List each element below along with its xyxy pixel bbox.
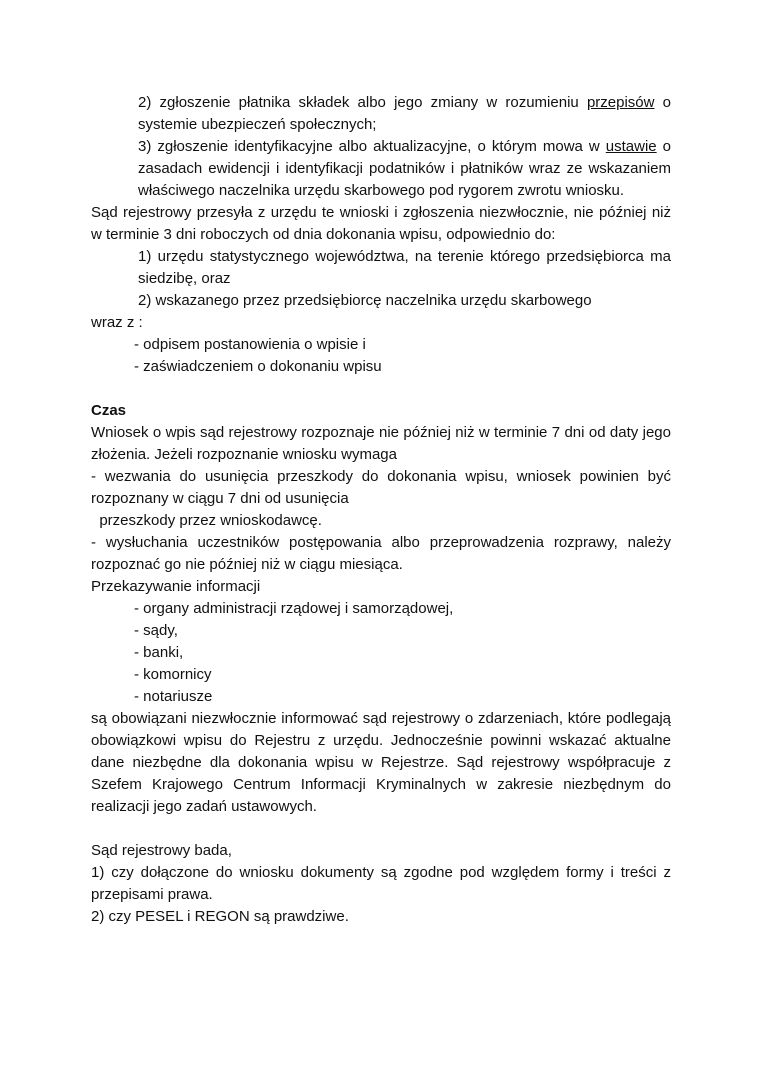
item-text: zgłoszenie płatnika składek albo jego zmiany w rozumieniu xyxy=(151,94,587,111)
paragraph-czas-2: - wezwania do usunięcia przeszkody do dokonania wpisu, wniosek powinien być rozpoznany w ciągu 7 dni od usunięcia xyxy=(91,468,671,507)
item-number: 3) xyxy=(138,138,152,155)
send-item-1: 1) urzędu statystycznego województwa, na terenie którego przedsiębiorca ma siedzibę, oraz xyxy=(138,248,671,287)
info-item: - notariusze xyxy=(134,688,213,705)
item-number: 2) xyxy=(138,94,152,111)
paragraph-czas-3: - wysłuchania uczestników postępowania albo przeprowadzenia rozprawy, należy rozpoznać go nie później niż w ciągu miesiąca. xyxy=(91,534,671,573)
item-text: zgłoszenie identyfikacyjne albo aktualizacyjne, o którym mowa w xyxy=(151,138,606,155)
list-item-2 xyxy=(91,92,671,136)
list-item-3 xyxy=(91,136,671,202)
info-item: - sądy, xyxy=(134,622,178,639)
link-przepisow[interactable]: przepisów xyxy=(586,94,655,111)
bada-item-1: 1) czy dołączone do wniosku dokumenty są zgodne pod względem formy i treści z przepisami prawa. xyxy=(91,864,671,903)
link-ustawie[interactable]: ustawie xyxy=(605,138,657,155)
send-item-2: 2) wskazanego przez przedsiębiorcę naczelnika urzędu skarbowego xyxy=(138,292,592,309)
wraz-item: - zaświadczeniem o dokonaniu wpisu xyxy=(134,358,382,375)
paragraph-info: są obowiązani niezwłocznie informować sąd rejestrowy o zdarzeniach, które podlegają obowiązkowi wpisu do Rejestru z urzędu. Jednocześnie powinni wskazać aktualne dane niezbędne dla dokonania wpisu w Rejestrze. Sąd rejestrowy współpracuje z Szefem Krajowego Centrum Informacji Kryminalnych w zakresie niezbędnym do realizacji jego zadań ustawowych. xyxy=(91,710,671,815)
paragraph-czas-1: Wniosek o wpis sąd rejestrowy rozpoznaje nie później niż w terminie 7 dni od daty jego złożenia. Jeżeli rozpoznanie wniosku wymaga xyxy=(91,424,671,463)
info-item: - organy administracji rządowej i samorządowej, xyxy=(134,600,454,617)
paragraph-send: Sąd rejestrowy przesyła z urzędu te wnioski i zgłoszenia niezwłocznie, nie później niż w terminie 3 dni roboczych od dnia dokonania wpisu, odpowiednio do: xyxy=(91,204,671,243)
paragraph-czas-2b: przeszkody przez wnioskodawcę. xyxy=(91,512,322,529)
heading-przekazywanie: Przekazywanie informacji xyxy=(91,578,261,595)
wraz-item: - odpisem postanowienia o wpisie i xyxy=(134,336,366,353)
item-text: o systemie ubezpieczeń społecznych; xyxy=(138,94,672,133)
wraz-label: wraz z : xyxy=(91,314,143,331)
bada-item-2: 2) czy PESEL i REGON są prawdziwe. xyxy=(91,908,349,925)
info-item: - banki, xyxy=(134,644,184,661)
heading-bada: Sąd rejestrowy bada, xyxy=(91,842,232,859)
item-text: o zasadach ewidencji i identyfikacji podatników i płatników wraz ze wskazaniem właściwego naczelnika urzędu skarbowego pod rygorem zwrotu wniosku. xyxy=(138,138,672,199)
info-item: - komornicy xyxy=(134,666,212,683)
heading-czas: Czas xyxy=(91,402,127,419)
document-body xyxy=(91,92,671,928)
